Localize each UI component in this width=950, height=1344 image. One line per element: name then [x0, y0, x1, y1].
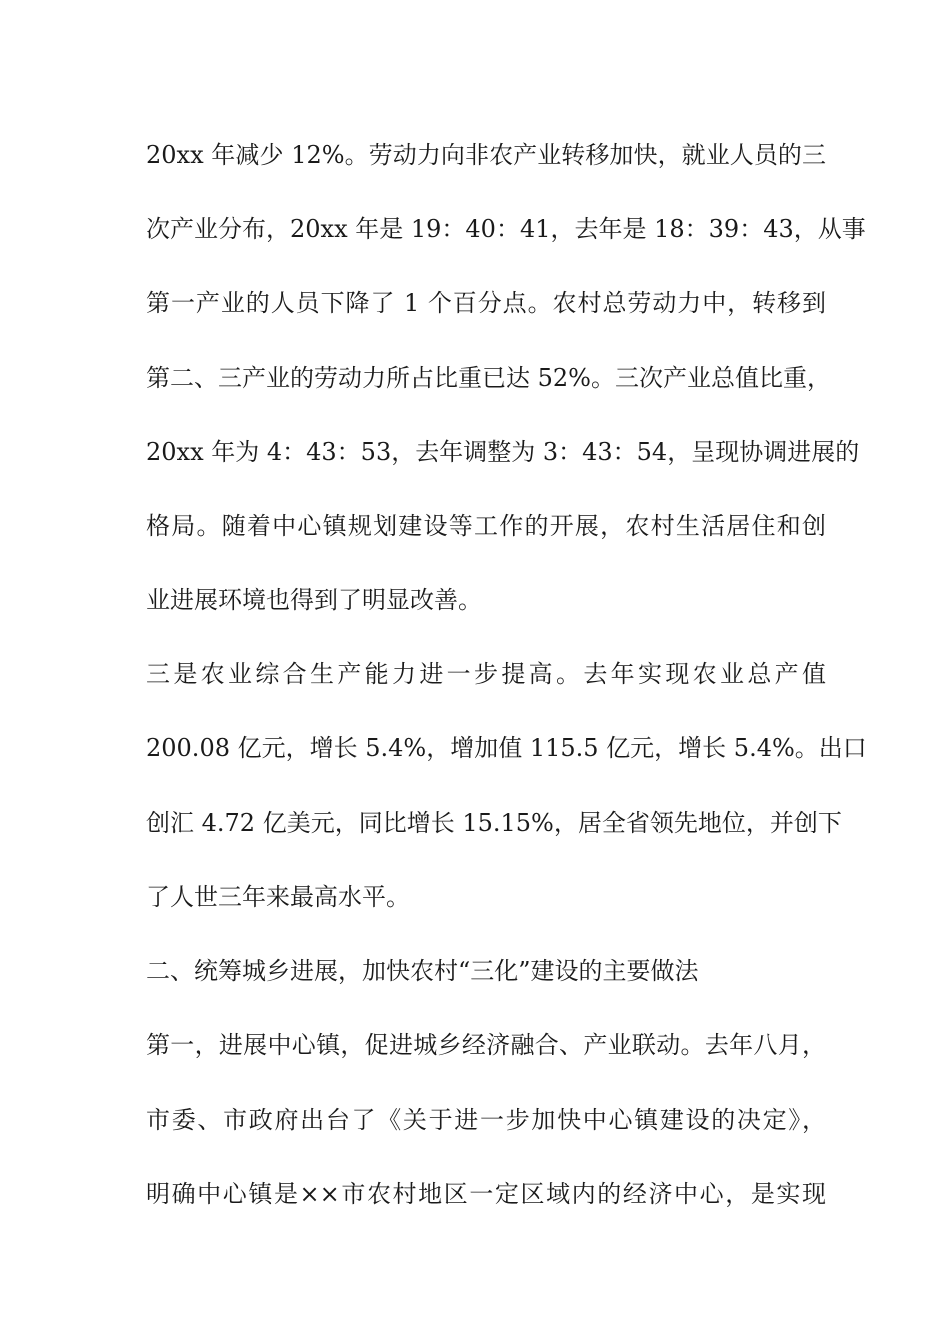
paragraph-line: 格局。随着中心镇规划建设等工作的开展，农村生活居住和创	[146, 512, 826, 540]
paragraph-line: 第一产业的人员下降了 1 个百分点。农村总劳动力中，转移到	[146, 289, 826, 317]
paragraph-line: 第二、三产业的劳动力所占比重已达 52%。三次产业总值比重，	[146, 364, 831, 392]
paragraph-line: 市委、市政府出台了《关于进一步加快中心镇建设的决定》，	[146, 1106, 826, 1134]
paragraph-line: 业进展环境也得到了明显改善。	[146, 586, 482, 614]
paragraph-line: 创汇 4.72 亿美元，同比增长 15.15%，居全省领先地位，并创下	[146, 809, 842, 837]
paragraph-line: 次产业分布，20xx 年是 19：40：41，去年是 18：39：43，从事	[146, 215, 866, 243]
section-heading: 二、统筹城乡进展，加快农村“三化”建设的主要做法	[146, 957, 699, 985]
paragraph-line: 20xx 年为 4：43：53，去年调整为 3：43：54，呈现协调进展的	[146, 438, 860, 466]
paragraph-line: 20xx 年减少 12%。劳动力向非农产业转移加快，就业人员的三	[146, 141, 826, 169]
paragraph-line: 了人世三年来最高水平。	[146, 883, 410, 911]
paragraph-line: 第一，进展中心镇，促进城乡经济融合、产业联动。去年八月，	[146, 1031, 826, 1059]
paragraph-line: 明确中心镇是××市农村地区一定区域内的经济中心，是实现	[146, 1180, 826, 1208]
paragraph-line: 三是农业综合生产能力进一步提高。去年实现农业总产值	[146, 660, 826, 688]
paragraph-line: 200.08 亿元，增长 5.4%，增加值 115.5 亿元，增长 5.4%。出口	[146, 734, 867, 762]
